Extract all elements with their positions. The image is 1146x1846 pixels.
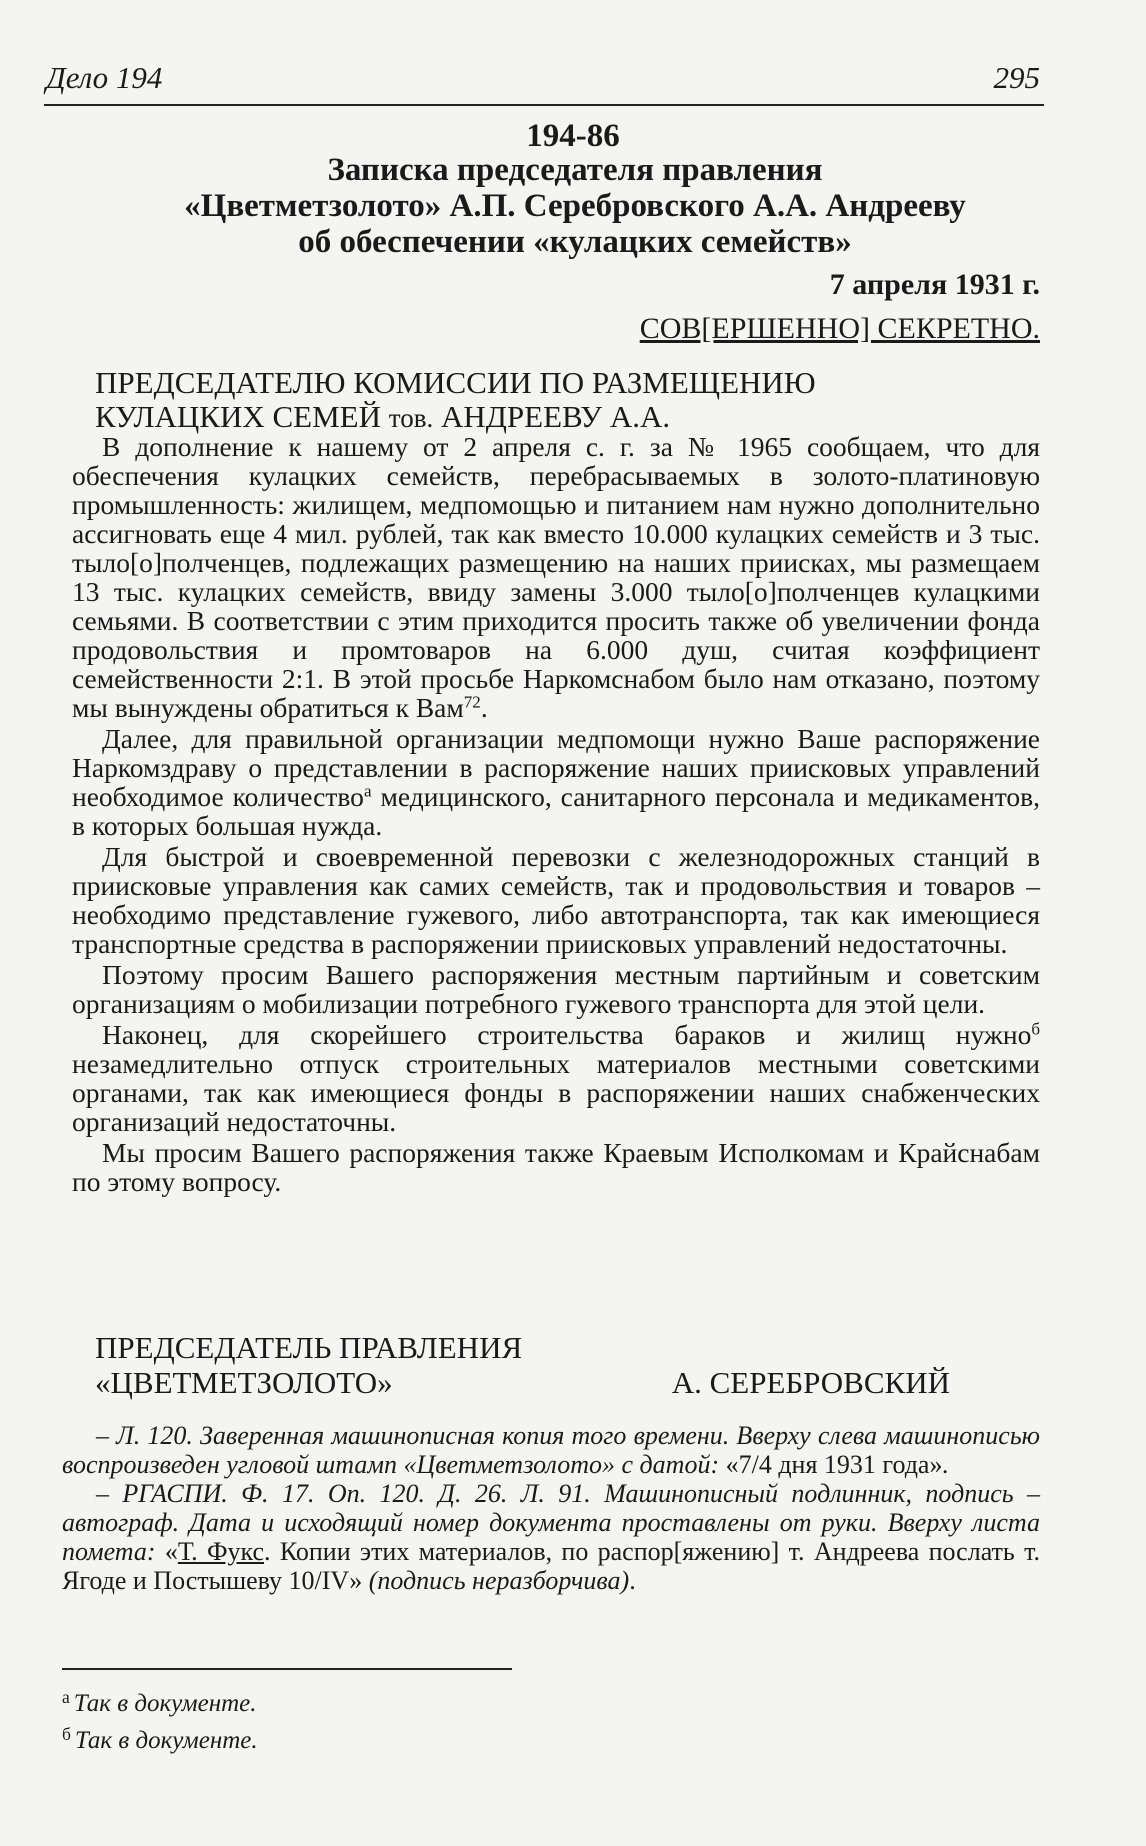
- paragraph: Наконец, для скорейшего строительства бараков и жилищ нужно$^б$ незамедлительно отпуск строительных материалов местными советскими органами, так как имеющиеся фонды в распоряжении наших снабженческих организаций недостаточны.: [72, 1019, 1040, 1137]
- signature-block: [95, 1330, 1055, 1400]
- footnote-divider: [62, 1668, 512, 1670]
- paragraph: Далее, для правильной организации медпомощи нужно Ваше распоряжение Наркомздраву о представлении в распоряжение наших приисковых управлений необходимое количество$^а$ медицинского, санитарного персонала и медикаментов, в которых большая нужда.: [72, 723, 1040, 841]
- paragraph: В дополнение к нашему от 2 апреля с. г. за № 1965 сообщаем, что для обеспечения кулацких семейств, перебрасываемых в золото-платиновую промышленность: жилищем, медпомощью и питанием нам нужно дополнительно ассигновать еще 4 мил. рублей, так как вместо 10.000 кулацких семейств и 3 тыс. тыло[о]полченцев, подлежащих размещению на наших приисках, мы размещаем 13 тыс. кулацких семейств, ввиду замены 3.000 тыло[о]полченцев кулацкими семьями. В соответствии с этим приходится просить также об увеличении фонда продовольствия и промтоваров на 6.000 душ, считая коэффициент семейственности 2:1. В этой просьбе Наркомснабом было нам отказано, поэтому мы вынуждены обратиться к Вам$^{72}$.: [72, 431, 1040, 723]
- classification-stamp: СОВ[ЕРШЕННО] СЕКРЕТНО.: [639, 312, 1040, 345]
- signature-name: А. СЕРЕБРОВСКИЙ: [671, 1365, 950, 1400]
- letter-body: [72, 432, 1040, 1196]
- archival-notes: [62, 1421, 1040, 1595]
- running-head: [44, 58, 1044, 106]
- footnote-ref: а: [363, 781, 372, 801]
- paragraph: Мы просим Вашего распоряжения также Краевым Исполкомам и Крайснабам по этому вопросу.: [72, 1137, 1040, 1197]
- document-title-line: «Цветметзолото» А.П. Серебровского А.А. Андрееву: [184, 188, 966, 224]
- running-head-case: Дело 194: [46, 60, 163, 95]
- document-date: 7 апреля 1931 г.: [829, 268, 1040, 301]
- addressee-line: КУЛАЦКИХ СЕМЕЙ тов. АНДРЕЕВУ А.А.: [95, 399, 671, 434]
- addressee-line: ПРЕДСЕДАТЕЛЮ КОМИССИИ ПО РАЗМЕЩЕНИЮ: [95, 365, 816, 400]
- signature-org: «ЦВЕТМЕТЗОЛОТО»: [95, 1365, 393, 1400]
- footnote-ref: б: [1031, 1019, 1040, 1039]
- paragraph: Для быстрой и своевременной перевозки с железнодорожных станций в приисковые управления как самих семейств, так и продовольствия и товаров – необходимо представление гужевого, либо автотранспорта, так как имеющиеся транспортные средства в распоряжении приисковых управлений недостаточны.: [72, 841, 1040, 959]
- archival-note: – РГАСПИ. Ф. 17. Оп. 120. Д. 26. Л. 91. Машинописный подлинник, подпись – автограф. Дата и исходящий номер документа проставлены от руки. Вверху листа помета: «Т. Фукс. Копии этих материалов, по распор[яжению] т. Андреева послать т. Ягоде и Постышеву 10/IV» (подпись неразборчива).: [62, 1479, 1040, 1595]
- document-title-line: Записка председателя правления: [327, 152, 823, 188]
- document-title: [60, 152, 1090, 260]
- page-number: 295: [993, 60, 1040, 95]
- footnote: $^б$ Так в документе.: [62, 1723, 258, 1754]
- document-title-line: об обеспечении «кулацких семейств»: [298, 224, 852, 260]
- paragraph: Поэтому просим Вашего распоряжения местным партийным и советским организациям о мобилизации потребного гужевого транспорта для этой цели.: [72, 959, 1040, 1019]
- document-number: 194-86: [526, 118, 620, 154]
- signature-title: ПРЕДСЕДАТЕЛЬ ПРАВЛЕНИЯ: [95, 1330, 523, 1365]
- footnote: $^а$ Так в документе.: [62, 1687, 257, 1717]
- archival-note: – Л. 120. Заверенная машинописная копия того времени. Вверху слева машинописью воспроизведен угловой штамп «Цветметзолото» с датой: «7/4 дня 1931 года».: [62, 1421, 1040, 1479]
- footnotes: [62, 1682, 258, 1756]
- addressee: [95, 366, 1055, 435]
- endnote-ref: 72: [463, 692, 481, 712]
